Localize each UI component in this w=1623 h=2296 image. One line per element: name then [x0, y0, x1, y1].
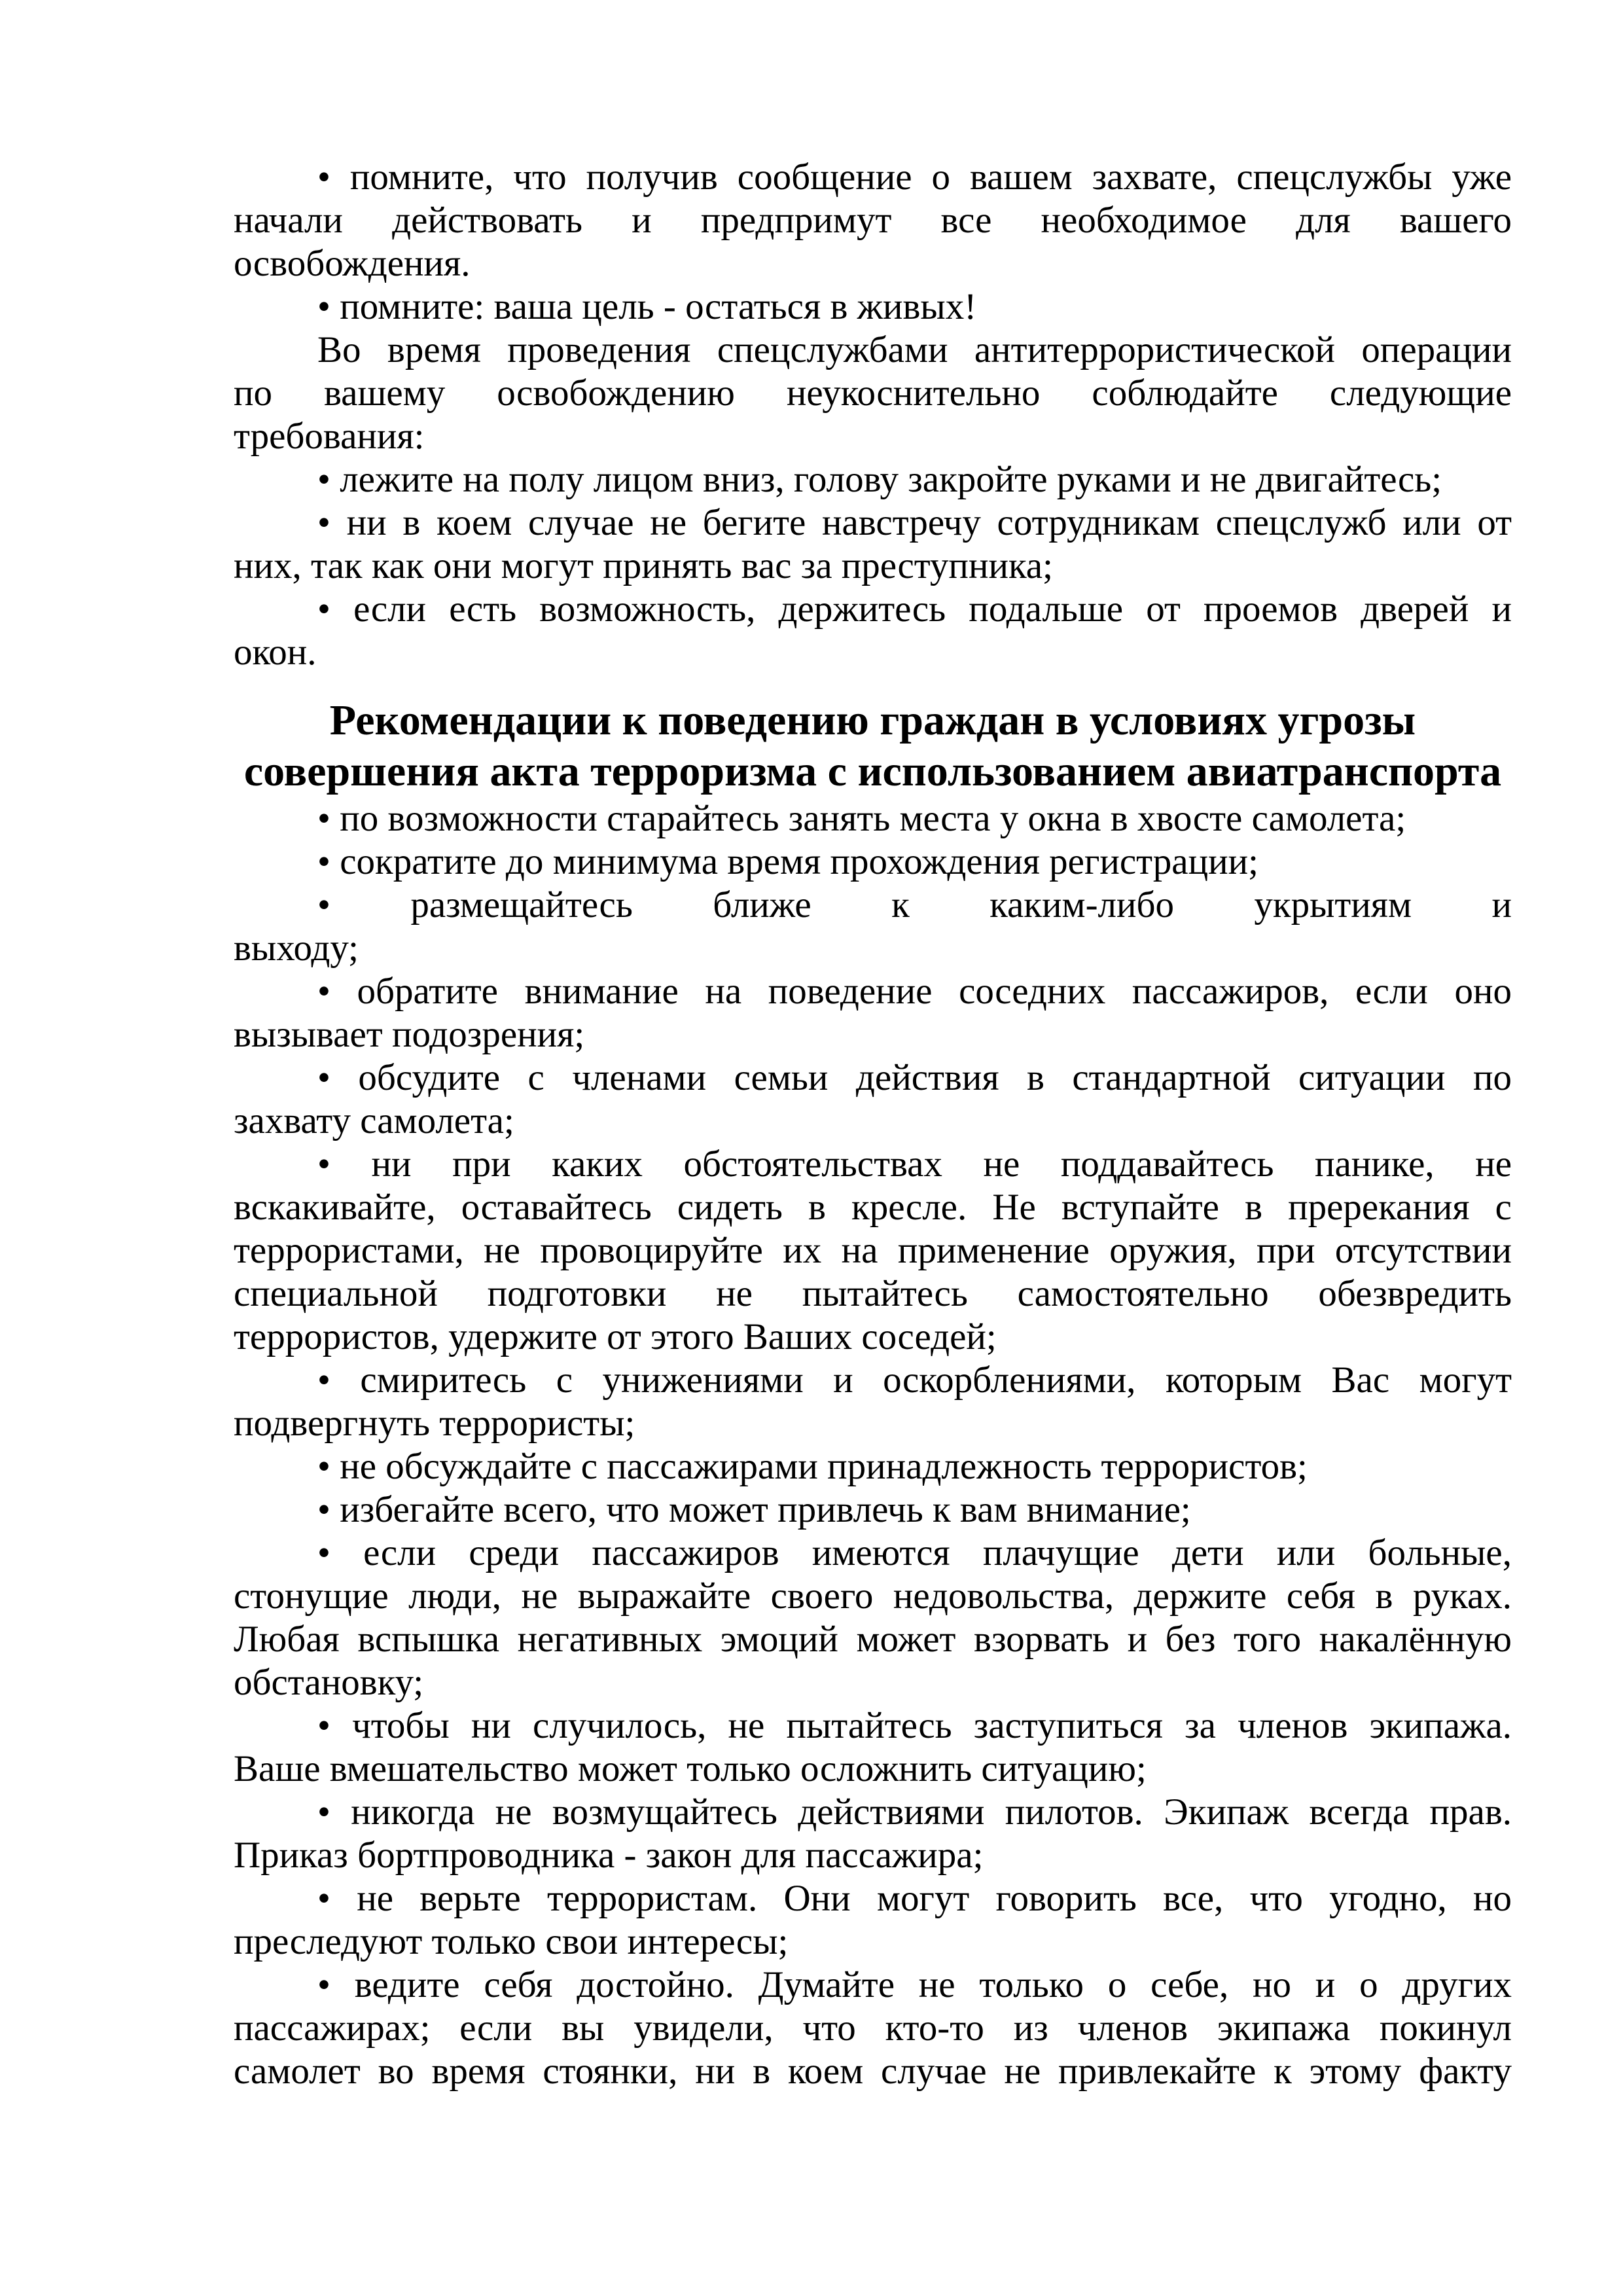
paragraph — [234, 1877, 1512, 1964]
text-line: стонущие люди, не выражайте своего недовольства, держите себя в руках. — [234, 1575, 1512, 1617]
paragraph — [234, 588, 1512, 674]
paragraph — [234, 156, 1512, 285]
paragraph — [234, 329, 1512, 458]
text-line: • чтобы ни случилось, не пытайтесь заступиться за членов экипажа. — [317, 1705, 1512, 1746]
text-line: требования: — [234, 416, 425, 457]
document-text-content — [234, 156, 1512, 2093]
text-line: • помните: ваша цель - остаться в живых! — [317, 286, 977, 327]
text-line: вызывает подозрения; — [234, 1014, 585, 1055]
text-line: • избегайте всего, что может привлечь к вам внимание; — [317, 1489, 1191, 1530]
paragraph — [234, 970, 1512, 1056]
text-line: освобождения. — [234, 243, 471, 284]
paragraph — [234, 1143, 1512, 1359]
text-line: самолет во время стоянки, ни в коем случае не привлекайте к этому факту — [234, 2051, 1512, 2092]
paragraph — [234, 1791, 1512, 1877]
text-line: • сократите до минимума время прохождения регистрации; — [317, 841, 1258, 882]
text-line: террористов, удержите от этого Ваших соседей; — [234, 1316, 997, 1357]
text-line: • если есть возможность, держитесь подальше от проемов дверей и — [317, 588, 1512, 630]
text-line: • не верьте террористам. Они могут говорить все, что угодно, но — [317, 1878, 1512, 1919]
text-line: Приказ бортпроводника - закон для пассажира; — [234, 1835, 984, 1876]
text-line: обстановку; — [234, 1662, 424, 1703]
text-line: вскакивайте, оставайтесь сидеть в кресле. Не вступайте в пререкания с — [234, 1187, 1512, 1228]
text-line: пассажирах; если вы увидели, что кто-то из членов экипажа покинул — [234, 2007, 1512, 2049]
text-line: по вашему освобождению неукоснительно соблюдайте следующие — [234, 372, 1512, 414]
heading-line: Рекомендации к поведению граждан в условиях угрозы — [329, 696, 1416, 744]
paragraph — [234, 458, 1512, 501]
text-line: • смиритесь с унижениями и оскорблениями, которым Вас могут — [317, 1359, 1512, 1401]
text-line: • лежите на полу лицом вниз, голову закройте руками и не двигайтесь; — [317, 459, 1442, 500]
paragraph — [234, 1532, 1512, 1704]
text-line: преследуют только свои интересы; — [234, 1921, 789, 1962]
paragraph — [234, 840, 1512, 884]
text-line: • не обсуждайте с пассажирами принадлежность террористов; — [317, 1446, 1308, 1487]
text-line: окон. — [234, 632, 317, 673]
paragraph — [234, 1488, 1512, 1532]
text-line: • обратите внимание на поведение соседних пассажиров, если оно — [317, 971, 1512, 1012]
text-line: начали действовать и предпримут все необходимое для вашего — [234, 200, 1512, 241]
text-line: подвергнуть террористы; — [234, 1403, 635, 1444]
text-line: • если среди пассажиров имеются плачущие дети или больные, — [317, 1532, 1512, 1573]
text-line: • ни при каких обстоятельствах не поддавайтесь панике, не — [317, 1143, 1512, 1185]
paragraph — [234, 1359, 1512, 1445]
text-line: Ваше вмешательство может только осложнить ситуацию; — [234, 1748, 1147, 1789]
section-heading — [234, 695, 1512, 797]
paragraph — [234, 1445, 1512, 1488]
text-line: • ведите себя достойно. Думайте не только о себе, но и о других — [317, 1964, 1512, 2005]
paragraph — [234, 1964, 1512, 2093]
text-line: • размещайтесь ближе к каким-либо укрытиям и — [317, 884, 1512, 925]
paragraph — [234, 285, 1512, 329]
text-line: захвату самолета; — [234, 1100, 514, 1141]
text-line: Любая вспышка негативных эмоций может взорвать и без того накалённую — [234, 1619, 1512, 1660]
paragraph — [234, 1056, 1512, 1143]
heading-line: совершения акта терроризма с использованием авиатранспорта — [243, 747, 1502, 795]
text-line: них, так как они могут принять вас за преступника; — [234, 545, 1053, 586]
text-line: • никогда не возмущайтесь действиями пилотов. Экипаж всегда прав. — [317, 1791, 1512, 1833]
text-line: • ни в коем случае не бегите навстречу сотрудникам спецслужб или от — [317, 502, 1512, 543]
paragraph — [234, 1704, 1512, 1791]
text-line: выходу; — [234, 927, 359, 969]
paragraph — [234, 797, 1512, 840]
paragraph — [234, 884, 1512, 970]
text-line: • по возможности старайтесь занять места у окна в хвосте самолета; — [317, 798, 1406, 839]
text-line: • помните, что получив сообщение о вашем захвате, спецслужбы уже — [317, 156, 1512, 198]
text-line: террористами, не провоцируйте их на применение оружия, при отсутствии — [234, 1230, 1512, 1271]
text-line: • обсудите с членами семьи действия в стандартной ситуации по — [317, 1057, 1512, 1098]
paragraph — [234, 501, 1512, 588]
text-line: специальной подготовки не пытайтесь самостоятельно обезвредить — [234, 1273, 1512, 1314]
text-line: Во время проведения спецслужбами антитеррористической операции — [317, 329, 1512, 370]
